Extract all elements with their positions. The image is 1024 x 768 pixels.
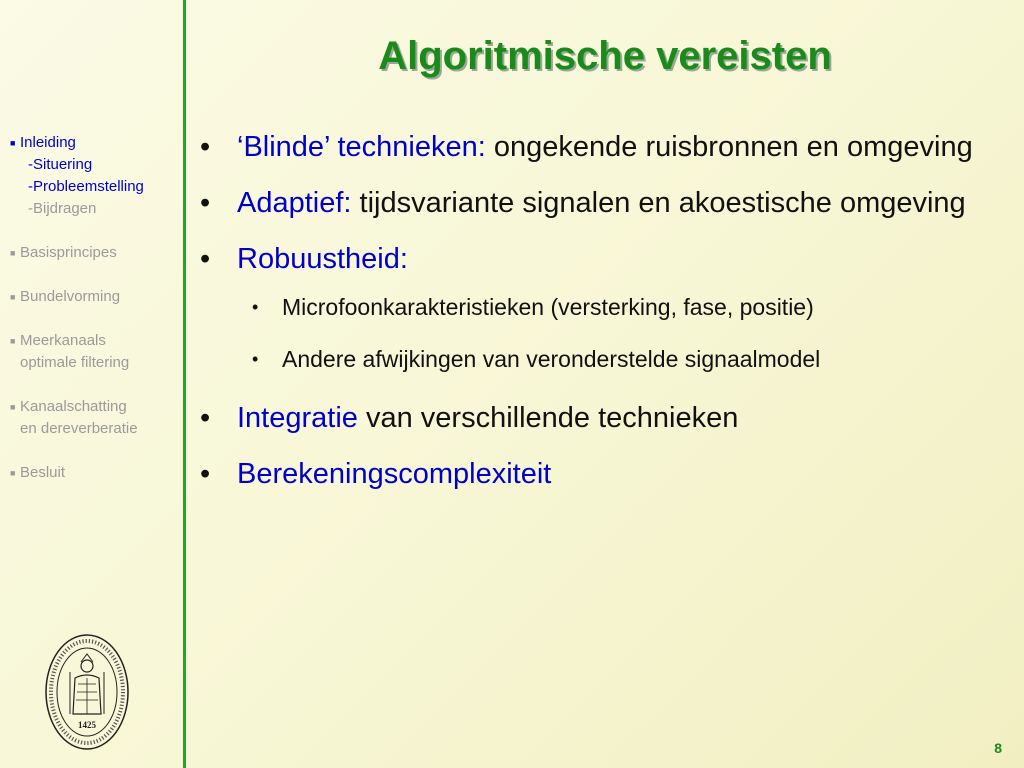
nav-item-label: optimale filtering [20, 354, 130, 371]
nav-bullet-icon: ■ [10, 468, 16, 478]
bullet-text: tijdsvariante signalen en akoestische omgeving [351, 187, 966, 219]
nav-bullet-icon: ■ [10, 292, 16, 302]
nav-bullet-icon: ■ [10, 402, 16, 412]
bullet-text: ongekende ruisbronnen en omgeving [485, 131, 973, 163]
bullet-keyword: Robuustheid: [237, 243, 408, 275]
bullet-dot-icon: • [200, 187, 211, 219]
sub-bullet-dot-icon: • [252, 297, 259, 317]
nav-item-label: Besluit [20, 464, 66, 481]
page-number: 8 [994, 740, 1002, 756]
sub-bullet-microfoon [200, 291, 1000, 323]
bullet-text: van verschillende technieken [357, 402, 739, 434]
nav-item-label: Bundelvorming [20, 288, 121, 305]
nav-item-basisprincipes[interactable] [10, 242, 144, 264]
nav-item-inleiding[interactable] [10, 132, 144, 220]
sidebar-divider [183, 0, 186, 768]
sub-bullet-text: Andere afwijkingen van veronderstelde signaalmodel [282, 346, 821, 372]
nav-sub-probleemstelling[interactable]: -Probleemstelling [28, 178, 144, 195]
seal-year: 1425 [78, 720, 96, 730]
bullet-dot-icon: • [200, 243, 211, 275]
sub-bullet-text: Microfoonkarakteristieken (versterking, fase, positie) [282, 294, 814, 320]
university-seal-icon [44, 632, 130, 752]
nav-item-bundelvorming[interactable] [10, 286, 144, 308]
slide-title: Algoritmische vereisten [378, 34, 832, 78]
nav-sub-situering[interactable]: -Situering [28, 156, 93, 173]
bullet-complexiteit [200, 455, 1000, 494]
bullet-keyword: Integratie [237, 402, 358, 434]
bullet-dot-icon: • [200, 402, 211, 434]
nav-bullet-icon: ■ [10, 248, 16, 258]
nav-item-meerkanaals[interactable] [10, 330, 144, 374]
sidebar [0, 0, 183, 768]
nav-item-label: Meerkanaals [20, 332, 106, 349]
bullet-dot-icon: • [200, 458, 211, 490]
bullet-blinde [200, 128, 1000, 167]
slide-content [200, 128, 1000, 511]
bullet-adaptief [200, 184, 1000, 223]
bullet-keyword: Berekeningscomplexiteit [237, 458, 552, 490]
nav-item-label: Inleiding [20, 134, 76, 151]
bullet-keyword: ‘Blinde’ technieken: [237, 131, 486, 163]
nav-item-kanaalschatting[interactable] [10, 396, 144, 440]
nav-bullet-icon: ■ [10, 336, 16, 346]
bullet-keyword: Adaptief: [237, 187, 352, 219]
nav-item-label: en dereverberatie [20, 420, 138, 437]
nav-item-label: Basisprincipes [20, 244, 117, 261]
bullet-integratie [200, 399, 1000, 438]
nav-item-label: Kanaalschatting [20, 398, 127, 415]
nav-bullet-icon: ■ [10, 138, 16, 148]
nav-menu [10, 132, 144, 506]
sub-bullet-dot-icon: • [252, 349, 259, 369]
sub-bullet-afwijkingen [200, 343, 1000, 375]
nav-item-besluit[interactable] [10, 462, 144, 484]
nav-sub-bijdragen[interactable]: -Bijdragen [28, 200, 97, 217]
bullet-dot-icon: • [200, 131, 211, 163]
bullet-robuustheid [200, 240, 1000, 279]
